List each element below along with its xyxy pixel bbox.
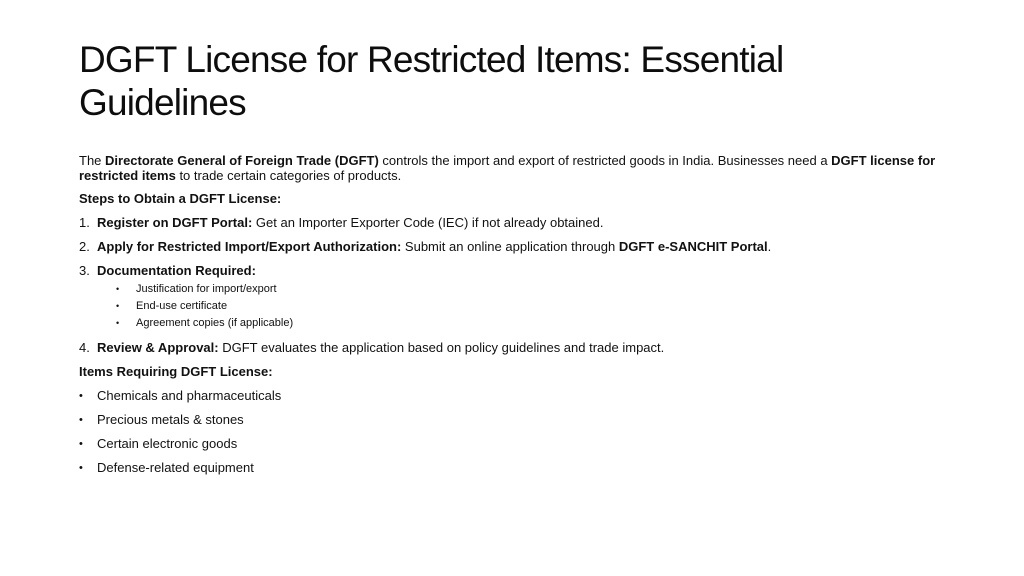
steps-heading: Steps to Obtain a DGFT License: (79, 191, 282, 206)
intro-bold-dgft: Directorate General of Foreign Trade (DGFT) (105, 153, 379, 168)
step-text: Submit an online application through (401, 239, 619, 254)
intro-text-1: The (79, 153, 106, 168)
step-number: 2. (79, 239, 90, 254)
step-tail: . (767, 239, 772, 254)
list-item (79, 460, 951, 476)
step-body (97, 239, 771, 255)
bullet-icon: • (116, 301, 120, 311)
list-item (79, 388, 951, 404)
step-number: 3. (79, 263, 90, 278)
step-label: Apply for Restricted Import/Export Authorization: (97, 239, 402, 254)
intro-text-2: controls the import and export of restricted goods in India. Businesses need a (378, 153, 832, 168)
step-label: Review & Approval: (97, 340, 219, 355)
step-body (97, 340, 664, 356)
step-text: Get an Importer Exporter Code (IEC) if not already obtained. (252, 215, 604, 230)
list-item-text: Precious metals & stones (97, 412, 244, 427)
step-4 (79, 340, 951, 356)
bullet-icon: • (79, 462, 83, 474)
slide-title: DGFT License for Restricted Items: Essential Guidelines (79, 39, 784, 123)
bullet-icon: • (116, 318, 120, 328)
step-3 (79, 263, 951, 279)
step-bold-portal: DGFT e-SANCHIT Portal (618, 239, 768, 254)
documentation-item (79, 315, 951, 332)
step-2 (79, 239, 951, 255)
bullet-icon: • (116, 284, 120, 294)
documentation-item (79, 298, 951, 315)
list-item-text: Defense-related equipment (97, 460, 254, 475)
list-item-text: Certain electronic goods (97, 436, 238, 451)
list-item (79, 412, 951, 428)
step-1 (79, 215, 951, 231)
documentation-item-text: End-use certificate (136, 300, 228, 312)
step-label: Register on DGFT Portal: (97, 215, 253, 230)
step-label: Documentation Required: (97, 263, 256, 278)
bullet-icon: • (79, 390, 83, 402)
bullet-icon: • (79, 414, 83, 426)
slide-content (79, 153, 951, 484)
documentation-list (79, 281, 951, 332)
step-number: 1. (79, 215, 90, 230)
step-body (97, 263, 256, 279)
documentation-item-text: Agreement copies (if applicable) (136, 317, 294, 329)
documentation-item-text: Justification for import/export (136, 283, 277, 295)
documentation-item (79, 281, 951, 298)
intro-text-3: to trade certain categories of products. (175, 168, 402, 183)
bullet-icon: • (79, 438, 83, 450)
step-text: DGFT evaluates the application based on policy guidelines and trade impact. (218, 340, 665, 355)
list-item-text: Chemicals and pharmaceuticals (97, 388, 282, 403)
list-item (79, 436, 951, 452)
intro-bold-license: DGFT license for restricted items (79, 153, 936, 183)
items-list (79, 388, 951, 476)
step-body (97, 215, 603, 231)
items-heading: Items Requiring DGFT License: (79, 364, 273, 379)
step-number: 4. (79, 340, 90, 355)
intro-paragraph (79, 153, 951, 183)
